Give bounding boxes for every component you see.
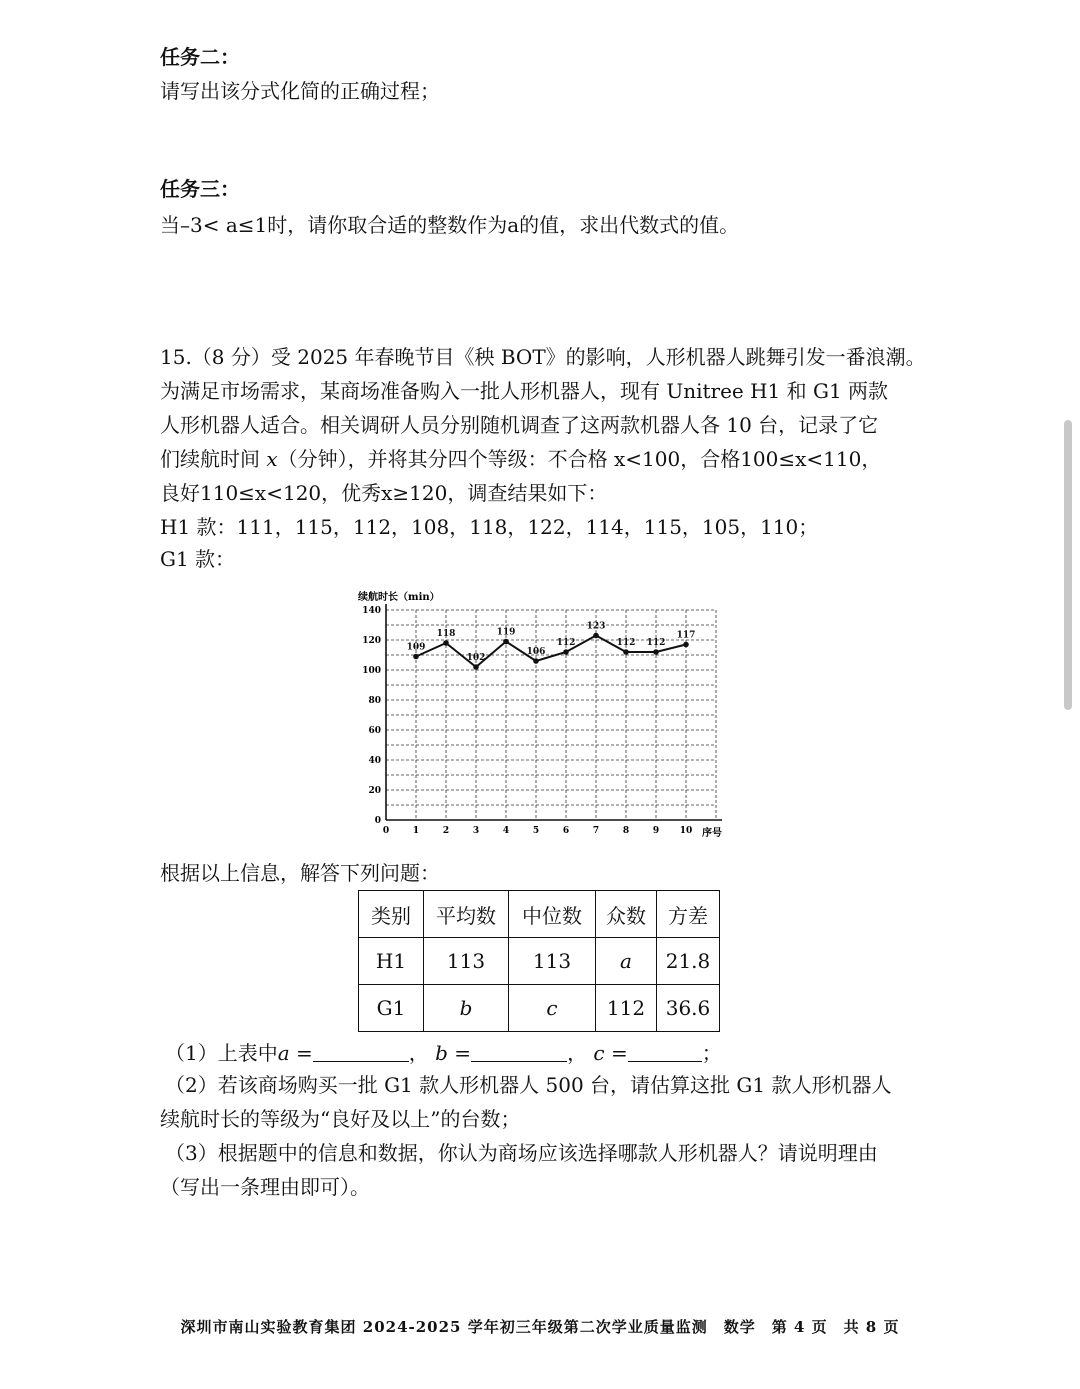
question-2-line2: 续航时长的等级为“良好及以上”的台数； <box>160 1107 521 1131</box>
q15-line5: 良好110≤x<120，优秀x≥120，调查结果如下： <box>160 481 608 505</box>
data-label: 112 <box>616 638 636 648</box>
table-header-row <box>359 891 720 938</box>
answer-blank-a[interactable] <box>313 1041 409 1062</box>
h1-data: H1 款：111，115，112，108，118，122，114，115，105，110； <box>160 515 819 539</box>
page-footer: 深圳市南山实验教育集团 2024-2025 学年初三年级第二次学业质量监测 数学 第 4 页 共 8 页 <box>180 1318 900 1336</box>
header-mode: 众数 <box>596 891 657 938</box>
chart-y-label: 续航时长（min） <box>358 592 440 603</box>
q15-line4 <box>160 444 881 474</box>
q15-line2: 为满足市场需求，某商场准备购入一批人形机器人，现有 Unitree H1 和 G1 两款 <box>160 379 889 403</box>
table-cell: H1 <box>359 938 424 985</box>
q1-b-label: b = <box>435 1041 472 1065</box>
data-point <box>623 649 629 655</box>
data-point <box>653 649 659 655</box>
q1-end: ； <box>701 1041 722 1065</box>
y-tick-label: 40 <box>368 756 381 766</box>
data-point <box>413 654 419 660</box>
chart-grid <box>386 610 716 820</box>
statistics-table <box>358 890 720 1032</box>
table-cell: 112 <box>596 985 657 1032</box>
data-point <box>503 639 509 645</box>
y-tick-label: 140 <box>362 606 381 616</box>
q15-line4-start: 们续航时间 <box>160 447 267 471</box>
table-cell: c <box>509 985 596 1032</box>
table-cell: G1 <box>359 985 424 1032</box>
q15-line3: 人形机器人适合。相关调研人员分别随机调查了这两款机器人各 10 台，记录了它 <box>160 413 879 437</box>
data-label: 112 <box>646 638 666 648</box>
y-tick-label: 80 <box>368 696 381 706</box>
table-row <box>359 938 720 985</box>
data-label: 109 <box>406 642 426 653</box>
data-point <box>683 642 689 648</box>
chart-x-label: 序号 <box>702 828 722 839</box>
q15-line4-var: x <box>266 447 278 471</box>
g1-endurance-line-chart <box>350 588 730 840</box>
answer-blank-b[interactable] <box>471 1041 567 1062</box>
header-variance: 方差 <box>657 891 720 938</box>
data-point <box>563 649 569 655</box>
answer-blank-c[interactable] <box>628 1041 702 1062</box>
x-tick-label: 6 <box>562 826 570 836</box>
x-tick-label: 9 <box>652 826 660 836</box>
y-tick-label: 20 <box>368 786 381 796</box>
table-cell: 36.6 <box>657 985 720 1032</box>
x-tick-label: 10 <box>679 826 693 836</box>
y-tick-label: 60 <box>368 726 381 736</box>
x-tick-label: 3 <box>472 826 480 836</box>
header-median: 中位数 <box>509 891 596 938</box>
question-2-line1: （2）若该商场购买一批 G1 款人形机器人 500 台，请估算这批 G1 款人形机器人 <box>165 1073 892 1097</box>
table-cell: b <box>424 985 509 1032</box>
data-point <box>533 658 539 664</box>
table-cell: 113 <box>509 938 596 985</box>
q1-a-label: a = <box>277 1041 313 1065</box>
chart-ticks <box>362 606 692 836</box>
x-tick-label: 8 <box>622 826 630 836</box>
data-label: 118 <box>436 629 456 639</box>
x-tick-label: 7 <box>592 826 600 836</box>
y-tick-label: 0 <box>374 816 381 826</box>
question-3-line2: （写出一条理由即可）。 <box>160 1175 370 1199</box>
q15-line4-end: （分钟），并将其分四个等级：不合格 x<100，合格100≤x<110， <box>277 447 882 471</box>
data-label: 119 <box>496 627 516 638</box>
data-label: 123 <box>586 621 606 632</box>
table-cell: a <box>596 938 657 985</box>
data-label: 102 <box>466 653 486 663</box>
question-3-line1: （3）根据题中的信息和数据，你认为商场应该选择哪款人形机器人？请说明理由 <box>165 1141 878 1165</box>
table-cell: 21.8 <box>657 938 720 985</box>
x-tick-label: 4 <box>502 826 510 836</box>
data-label: 112 <box>556 638 576 648</box>
header-category: 类别 <box>359 891 424 938</box>
task2-text: 请写出该分式化简的正确过程； <box>160 79 440 103</box>
question-1 <box>165 1038 722 1068</box>
data-label: 117 <box>676 630 696 641</box>
y-tick-label: 120 <box>362 636 381 646</box>
chart-series <box>407 622 696 670</box>
scrollbar-thumb[interactable] <box>1064 420 1072 710</box>
x-tick-label: 2 <box>442 826 450 836</box>
y-tick-label: 100 <box>362 666 381 676</box>
q1-sep-2: ， <box>567 1041 588 1065</box>
header-mean: 平均数 <box>424 891 509 938</box>
question-prompt: 根据以上信息，解答下列问题： <box>160 861 440 885</box>
data-point <box>473 664 479 670</box>
data-point <box>443 640 449 646</box>
task2-heading: 任务二： <box>160 45 240 69</box>
x-tick-label: 1 <box>412 826 420 836</box>
q15-line1: 15.（8 分）受 2025 年春晚节目《秧 BOT》的影响，人形机器人跳舞引发一番浪潮。 <box>160 345 926 369</box>
data-point <box>593 633 599 639</box>
g1-label: G1 款： <box>160 547 236 571</box>
q1-prefix: （1）上表中 <box>165 1041 278 1065</box>
table-cell: 113 <box>424 938 509 985</box>
table-row <box>359 985 720 1032</box>
q1-sep: ， <box>408 1041 429 1065</box>
task3-heading: 任务三： <box>160 177 240 201</box>
data-label: 106 <box>526 647 546 657</box>
x-tick-label: 5 <box>532 826 540 836</box>
task3-text: 当–3< a≤1时，请你取合适的整数作为a的值，求出代数式的值。 <box>160 213 740 237</box>
q1-c-label: c = <box>593 1041 628 1065</box>
x-tick-label: 0 <box>382 826 390 836</box>
